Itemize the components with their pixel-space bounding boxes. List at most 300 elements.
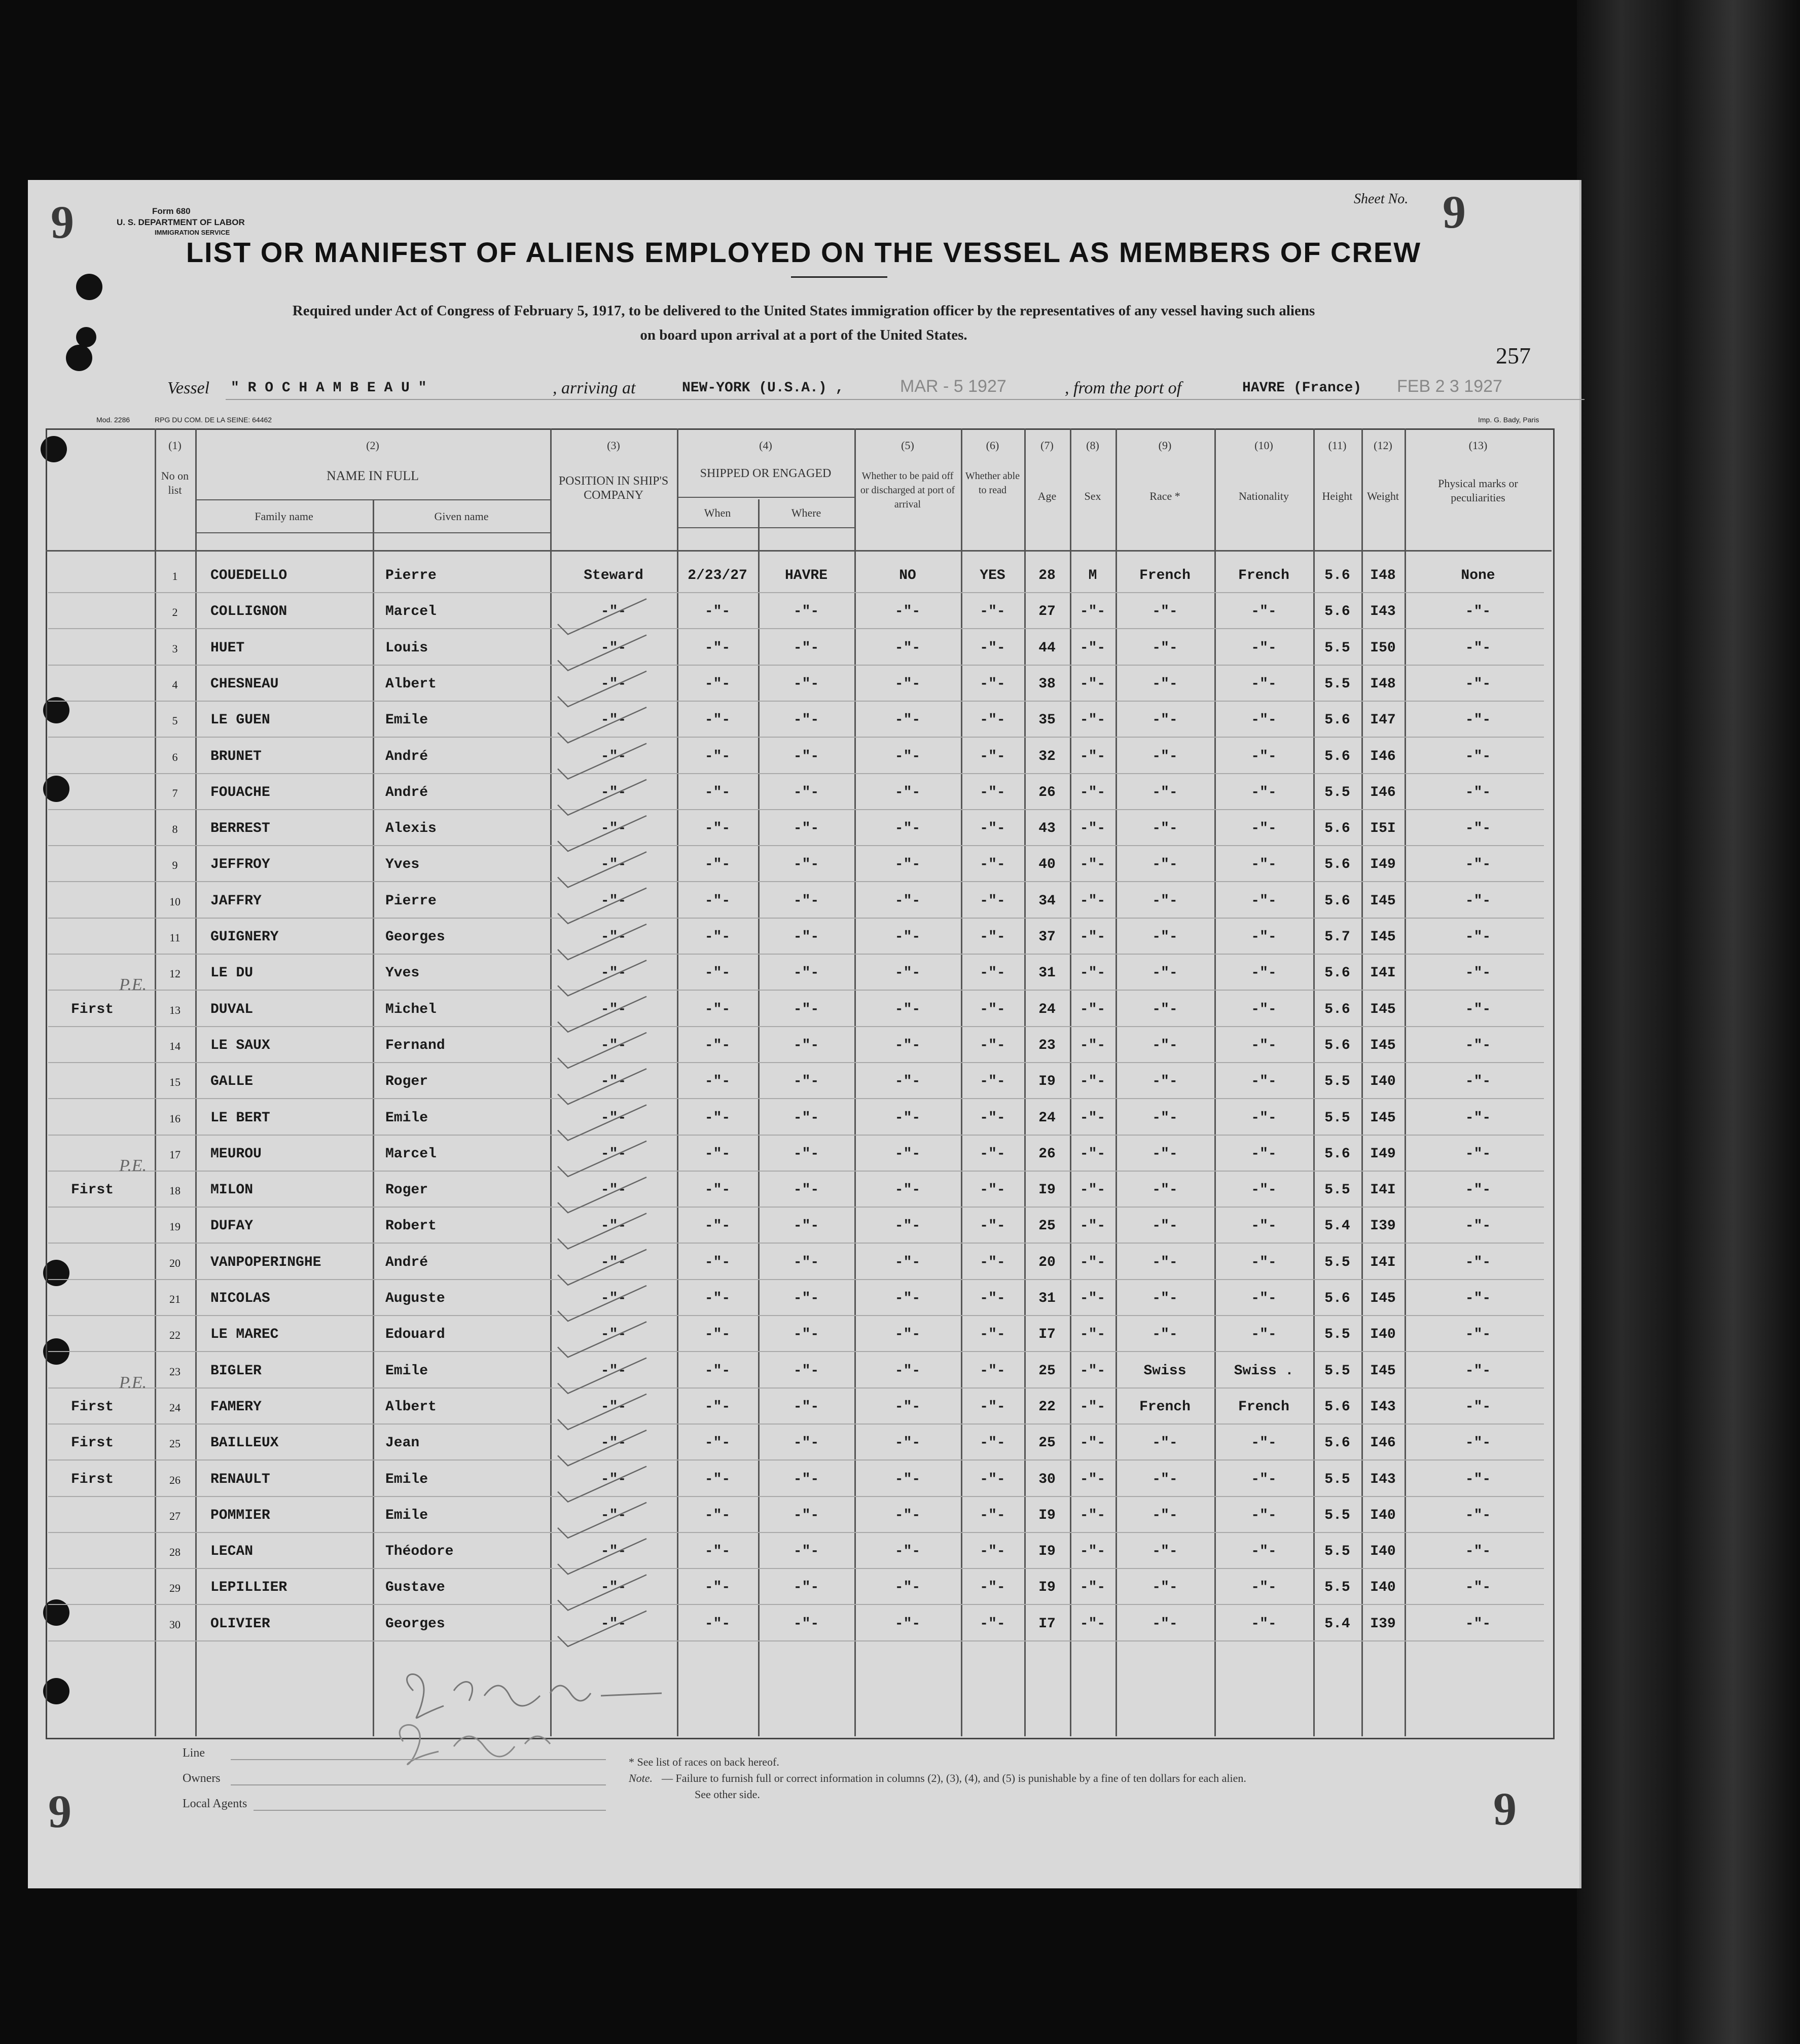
arrival-date-stamp: MAR - 5 1927: [900, 377, 1006, 396]
cell-when: -"-: [704, 857, 731, 873]
row-rule: [48, 1171, 1544, 1172]
cell-paid: -"-: [894, 821, 921, 837]
cell-given: Albert: [385, 676, 437, 692]
cell-where: -"-: [793, 1363, 819, 1379]
cell-family: BAILLEUX: [210, 1435, 279, 1451]
cell-weight: I45: [1370, 1363, 1396, 1379]
cell-age: 24: [1038, 1110, 1056, 1126]
cell-family: NICOLAS: [210, 1291, 270, 1306]
vessel-label: Vessel: [167, 379, 210, 397]
col6-num: (6): [986, 439, 999, 452]
cell-position: -"-: [600, 1291, 627, 1306]
cell-sex: -"-: [1079, 712, 1106, 728]
cell-height: 5.6: [1324, 568, 1350, 583]
cell-no: 19: [169, 1220, 181, 1233]
corner-number: 9: [48, 1785, 71, 1837]
cell-family: GALLE: [210, 1074, 254, 1090]
cell-age: I9: [1038, 1544, 1056, 1560]
cell-family: POMMIER: [210, 1507, 270, 1523]
cell-paid: -"-: [894, 676, 921, 692]
cell-given: Yves: [385, 857, 420, 873]
cell-family: LE SAUX: [210, 1037, 270, 1053]
cell-age: 38: [1038, 676, 1056, 692]
cell-sex: -"-: [1079, 784, 1106, 800]
cell-age: 25: [1038, 1218, 1056, 1234]
cell-height: 5.6: [1324, 712, 1350, 728]
cell-given: Fernand: [385, 1037, 445, 1053]
cell-weight: I4I: [1370, 1182, 1396, 1198]
cell-sex: -"-: [1079, 1074, 1106, 1090]
cell-nationality: -"-: [1251, 965, 1277, 981]
cell-marks: -"-: [1465, 1182, 1491, 1198]
see-other-side: See other side.: [695, 1788, 760, 1801]
cell-race: -"-: [1152, 857, 1178, 873]
cell-sex: -"-: [1079, 1544, 1106, 1560]
cell-weight: I45: [1370, 1037, 1396, 1053]
cell-sex: -"-: [1079, 1399, 1106, 1415]
cell-weight: I49: [1370, 857, 1396, 873]
cell-nationality: -"-: [1251, 1110, 1277, 1126]
cell-height: 5.5: [1324, 676, 1350, 692]
row-rule: [48, 701, 1544, 702]
row-rule: [48, 1062, 1544, 1063]
cell-weight: I47: [1370, 712, 1396, 728]
cell-position: -"-: [600, 965, 627, 981]
col4-num: (4): [759, 439, 772, 452]
cell-age: 22: [1038, 1399, 1056, 1415]
cell-marks: -"-: [1465, 1363, 1491, 1379]
cell-age: 23: [1038, 1037, 1056, 1053]
cell-when: -"-: [704, 1399, 731, 1415]
cell-no: 28: [169, 1546, 181, 1559]
cell-age: I9: [1038, 1507, 1056, 1523]
col10-num: (10): [1254, 439, 1273, 452]
cell-position: -"-: [600, 676, 627, 692]
footer-rule: [231, 1759, 606, 1760]
cell-nationality: -"-: [1251, 857, 1277, 873]
row-rule: [48, 1207, 1544, 1208]
header-rule: [46, 550, 1552, 552]
cell-height: 5.5: [1324, 1471, 1350, 1487]
cell-given: Louis: [385, 640, 428, 656]
margin-note: First: [71, 1399, 114, 1415]
cell-age: 30: [1038, 1471, 1056, 1487]
cell-paid: NO: [899, 568, 916, 583]
cell-read: -"-: [980, 1110, 1005, 1126]
cell-when: -"-: [704, 1363, 731, 1379]
cell-age: 34: [1038, 893, 1056, 909]
cell-age: I7: [1038, 1327, 1056, 1343]
cell-given: Emile: [385, 1507, 428, 1523]
cell-paid: -"-: [894, 1074, 921, 1090]
cell-height: 5.6: [1324, 1146, 1350, 1162]
cell-position: -"-: [600, 1182, 627, 1198]
col11-header: Height: [1322, 490, 1353, 502]
cell-nationality: -"-: [1251, 1507, 1277, 1523]
cell-read: -"-: [980, 1471, 1005, 1487]
rpg-number: RPG DU COM. DE LA SEINE: 64462: [155, 416, 272, 424]
note-label: Note.: [629, 1772, 653, 1784]
cell-weight: I46: [1370, 748, 1396, 764]
cell-weight: I40: [1370, 1327, 1396, 1343]
cell-marks: -"-: [1465, 712, 1491, 728]
cell-height: 5.5: [1324, 1327, 1350, 1343]
cell-given: Emile: [385, 1110, 428, 1126]
footer-rule: [231, 1784, 606, 1785]
cell-where: -"-: [793, 1037, 819, 1053]
cell-where: -"-: [793, 676, 819, 692]
manifest-sheet: [28, 180, 1581, 1888]
cell-read: -"-: [980, 1037, 1005, 1053]
cell-marks: -"-: [1465, 1580, 1491, 1596]
cell-marks: -"-: [1465, 1291, 1491, 1306]
cell-race: -"-: [1152, 821, 1178, 837]
cell-marks: -"-: [1465, 1327, 1491, 1343]
cell-marks: -"-: [1465, 1507, 1491, 1523]
cell-sex: -"-: [1079, 1037, 1106, 1053]
cell-no: 12: [169, 967, 181, 980]
cell-where: -"-: [793, 1074, 819, 1090]
cell-marks: -"-: [1465, 1146, 1491, 1162]
cell-when: -"-: [704, 1218, 731, 1234]
cell-sex: -"-: [1079, 748, 1106, 764]
cell-position: -"-: [600, 604, 627, 620]
cell-paid: -"-: [894, 1363, 921, 1379]
cell-where: -"-: [793, 1182, 819, 1198]
cell-paid: -"-: [894, 929, 921, 945]
cell-height: 5.6: [1324, 1399, 1350, 1415]
row-rule: [48, 1459, 1544, 1461]
col2b-header: Given name: [434, 510, 489, 523]
cell-nationality: -"-: [1251, 712, 1277, 728]
cell-when: -"-: [704, 1544, 731, 1560]
row-rule: [48, 918, 1544, 919]
cell-paid: -"-: [894, 1182, 921, 1198]
cell-no: 25: [169, 1437, 181, 1450]
cell-read: -"-: [980, 1399, 1005, 1415]
cell-position: -"-: [600, 1074, 627, 1090]
cell-where: -"-: [793, 1399, 819, 1415]
margin-note: P.E.: [119, 1156, 147, 1175]
cell-given: Roger: [385, 1074, 428, 1090]
cell-weight: I49: [1370, 1146, 1396, 1162]
cell-position: -"-: [600, 1507, 627, 1523]
col2-header: NAME IN FULL: [327, 468, 419, 483]
col6-header: Whether able to read: [965, 470, 1020, 496]
note-text: — Failure to furnish full or correct information in columns (2), (3), (4), and (5) is punishable by a fine of ten dollars for each alien.: [662, 1772, 1246, 1784]
cell-when: -"-: [704, 1616, 731, 1632]
required-line-1: Required under Act of Congress of February 5, 1917, to be delivered to the United States immigration officer by the representatives of any vessel having such aliens: [292, 303, 1315, 319]
cell-no: 18: [169, 1184, 181, 1197]
cell-when: -"-: [704, 748, 731, 764]
cell-position: -"-: [600, 821, 627, 837]
cell-family: BIGLER: [210, 1363, 262, 1379]
cell-nationality: -"-: [1251, 1616, 1277, 1632]
cell-marks: -"-: [1465, 604, 1491, 620]
cell-height: 5.5: [1324, 1363, 1350, 1379]
cell-age: I9: [1038, 1182, 1056, 1198]
cell-read: -"-: [980, 712, 1005, 728]
cell-marks: -"-: [1465, 929, 1491, 945]
cell-nationality: French: [1238, 568, 1289, 583]
cell-when: -"-: [704, 1146, 731, 1162]
cell-when: -"-: [704, 821, 731, 837]
col10-header: Nationality: [1239, 490, 1289, 502]
cell-race: -"-: [1152, 1580, 1178, 1596]
col4a-header: When: [704, 506, 731, 519]
cell-where: -"-: [793, 1616, 819, 1632]
arriving-label: , arriving at: [553, 379, 636, 397]
cell-when: -"-: [704, 604, 731, 620]
cell-nationality: -"-: [1251, 821, 1277, 837]
cell-sex: -"-: [1079, 604, 1106, 620]
cell-marks: -"-: [1465, 640, 1491, 656]
cell-where: -"-: [793, 712, 819, 728]
punch-hole: [66, 345, 92, 371]
cell-where: -"-: [793, 1507, 819, 1523]
cell-when: -"-: [704, 1435, 731, 1451]
cell-paid: -"-: [894, 857, 921, 873]
cell-read: -"-: [980, 676, 1005, 692]
cell-race: -"-: [1152, 1471, 1178, 1487]
cell-given: Auguste: [385, 1291, 445, 1306]
page-stamp: 257: [1496, 343, 1531, 369]
cell-where: -"-: [793, 1291, 819, 1306]
cell-read: -"-: [980, 748, 1005, 764]
cell-height: 5.6: [1324, 1291, 1350, 1306]
col7-header: Age: [1037, 490, 1057, 502]
column-divider: [195, 428, 197, 1736]
cell-paid: -"-: [894, 1146, 921, 1162]
cell-sex: -"-: [1079, 640, 1106, 656]
row-rule: [48, 665, 1544, 666]
cell-given: Gustave: [385, 1580, 445, 1596]
cell-when: -"-: [704, 1001, 731, 1017]
col7-num: (7): [1040, 439, 1054, 452]
cell-where: -"-: [793, 1435, 819, 1451]
cell-race: -"-: [1152, 1291, 1178, 1306]
cell-height: 5.6: [1324, 748, 1350, 764]
cell-sex: -"-: [1079, 857, 1106, 873]
cell-no: 30: [169, 1618, 181, 1631]
cell-no: 21: [169, 1293, 181, 1305]
cell-position: -"-: [600, 1435, 627, 1451]
cell-given: André: [385, 784, 428, 800]
cell-sex: -"-: [1079, 821, 1106, 837]
cell-when: -"-: [704, 1327, 731, 1343]
cell-height: 5.6: [1324, 893, 1350, 909]
cell-weight: I45: [1370, 929, 1396, 945]
row-rule: [48, 1532, 1544, 1533]
cell-height: 5.6: [1324, 965, 1350, 981]
cell-given: Edouard: [385, 1327, 445, 1343]
cell-marks: -"-: [1465, 965, 1491, 981]
cell-race: -"-: [1152, 1074, 1178, 1090]
cell-position: -"-: [600, 748, 627, 764]
cell-position: -"-: [600, 784, 627, 800]
col9-header: Race *: [1149, 490, 1180, 502]
cell-age: 27: [1038, 604, 1056, 620]
cell-race: -"-: [1152, 1218, 1178, 1234]
cell-no: 13: [169, 1003, 181, 1016]
cell-height: 5.6: [1324, 1037, 1350, 1053]
cell-no: 27: [169, 1509, 181, 1522]
col3-header: POSITION IN SHIP'S COMPANY: [558, 474, 669, 502]
cell-weight: I40: [1370, 1580, 1396, 1596]
cell-race: -"-: [1152, 965, 1178, 981]
cell-where: -"-: [793, 1327, 819, 1343]
cell-position: -"-: [600, 1254, 627, 1270]
cell-when: -"-: [704, 1037, 731, 1053]
cell-height: 5.7: [1324, 929, 1350, 945]
cell-nationality: -"-: [1251, 1435, 1277, 1451]
row-rule: [48, 628, 1544, 629]
cell-nationality: -"-: [1251, 893, 1277, 909]
cell-sex: -"-: [1079, 1146, 1106, 1162]
cell-no: 2: [172, 606, 178, 619]
cell-family: LE BERT: [210, 1110, 270, 1126]
cell-race: -"-: [1152, 1616, 1178, 1632]
races-note: * See list of races on back hereof.: [629, 1756, 779, 1768]
cell-weight: I45: [1370, 1291, 1396, 1306]
corner-number: 9: [1443, 186, 1466, 238]
scan-border-right: [1577, 0, 1800, 2044]
cell-where: -"-: [793, 1254, 819, 1270]
margin-note: P.E.: [119, 975, 147, 995]
cell-where: -"-: [793, 821, 819, 837]
row-rule: [48, 773, 1544, 774]
cell-no: 10: [169, 895, 181, 908]
cell-weight: I43: [1370, 1399, 1396, 1415]
cell-race: -"-: [1152, 1001, 1178, 1017]
cell-marks: -"-: [1465, 1399, 1491, 1415]
cell-race: -"-: [1152, 929, 1178, 945]
row-rule: [48, 1243, 1544, 1244]
col8-header: Sex: [1084, 490, 1101, 502]
cell-position: -"-: [600, 893, 627, 909]
cell-read: -"-: [980, 1074, 1005, 1090]
cell-family: VANPOPERINGHE: [210, 1254, 321, 1270]
cell-read: -"-: [980, 893, 1005, 909]
cell-paid: -"-: [894, 1254, 921, 1270]
cell-when: -"-: [704, 929, 731, 945]
cell-when: -"-: [704, 965, 731, 981]
cell-no: 6: [172, 750, 178, 763]
cell-read: -"-: [980, 1544, 1005, 1560]
cell-height: 5.5: [1324, 1580, 1350, 1596]
cell-position: -"-: [600, 1037, 627, 1053]
cell-where: -"-: [793, 1146, 819, 1162]
cell-height: 5.6: [1324, 821, 1350, 837]
cell-marks: -"-: [1465, 676, 1491, 692]
margin-note: First: [71, 1001, 114, 1017]
cell-position: -"-: [600, 1580, 627, 1596]
cell-family: FAMERY: [210, 1399, 262, 1415]
cell-race: Swiss: [1143, 1363, 1186, 1379]
cell-nationality: -"-: [1251, 1471, 1277, 1487]
cell-paid: -"-: [894, 604, 921, 620]
col3-num: (3): [607, 439, 620, 452]
cell-family: RENAULT: [210, 1471, 270, 1487]
cell-paid: -"-: [894, 1507, 921, 1523]
cell-position: -"-: [600, 857, 627, 873]
cell-height: 5.6: [1324, 857, 1350, 873]
cell-nationality: -"-: [1251, 1544, 1277, 1560]
cell-where: -"-: [793, 748, 819, 764]
cell-age: I9: [1038, 1074, 1056, 1090]
col4b-header: Where: [791, 506, 821, 519]
cell-where: -"-: [793, 1110, 819, 1126]
cell-sex: -"-: [1079, 1616, 1106, 1632]
cell-age: 25: [1038, 1435, 1056, 1451]
row-rule: [48, 1388, 1544, 1389]
cell-nationality: Swiss .: [1234, 1363, 1294, 1379]
cell-age: 31: [1038, 1291, 1056, 1306]
cell-height: 5.4: [1324, 1616, 1350, 1632]
cell-paid: -"-: [894, 965, 921, 981]
cell-given: Théodore: [385, 1544, 454, 1560]
cell-paid: -"-: [894, 1001, 921, 1017]
margin-note: First: [71, 1182, 114, 1198]
cell-race: French: [1139, 1399, 1191, 1415]
cell-age: 26: [1038, 1146, 1056, 1162]
cell-race: -"-: [1152, 640, 1178, 656]
cell-nationality: -"-: [1251, 1580, 1277, 1596]
cell-weight: I40: [1370, 1507, 1396, 1523]
col5-header: Whether to be paid off or discharged at port of arrival: [860, 470, 955, 510]
cell-given: Georges: [385, 929, 445, 945]
cell-no: 1: [172, 570, 178, 582]
cell-nationality: -"-: [1251, 1254, 1277, 1270]
cell-weight: I45: [1370, 1110, 1396, 1126]
cell-family: FOUACHE: [210, 784, 270, 800]
cell-weight: I48: [1370, 568, 1396, 583]
margin-note: First: [71, 1471, 114, 1487]
cell-position: -"-: [600, 640, 627, 656]
cell-race: -"-: [1152, 1507, 1178, 1523]
cell-nationality: -"-: [1251, 1146, 1277, 1162]
cell-position: -"-: [600, 1399, 627, 1415]
cell-family: CHESNEAU: [210, 676, 279, 692]
cell-family: OLIVIER: [210, 1616, 270, 1632]
cell-where: -"-: [793, 1471, 819, 1487]
row-rule: [48, 737, 1544, 738]
cell-when: -"-: [704, 893, 731, 909]
cell-nationality: -"-: [1251, 1327, 1277, 1343]
cell-sex: -"-: [1079, 1435, 1106, 1451]
cell-given: André: [385, 748, 428, 764]
row-rule: [48, 1098, 1544, 1099]
cell-read: -"-: [980, 1182, 1005, 1198]
cell-paid: -"-: [894, 640, 921, 656]
required-line-2: on board upon arrival at a port of the United States.: [640, 327, 967, 343]
cell-sex: -"-: [1079, 1218, 1106, 1234]
cell-position: -"-: [600, 1616, 627, 1632]
cell-weight: I45: [1370, 1001, 1396, 1017]
cell-family: LECAN: [210, 1544, 254, 1560]
cell-read: -"-: [980, 1616, 1005, 1632]
cell-position: -"-: [600, 712, 627, 728]
cell-sex: -"-: [1079, 893, 1106, 909]
cell-no: 20: [169, 1256, 181, 1269]
cell-given: Jean: [385, 1435, 420, 1451]
cell-sex: -"-: [1079, 1254, 1106, 1270]
cell-no: 24: [169, 1401, 181, 1414]
row-rule: [48, 1026, 1544, 1027]
cell-age: I9: [1038, 1580, 1056, 1596]
row-rule: [48, 954, 1544, 955]
cell-position: -"-: [600, 1110, 627, 1126]
